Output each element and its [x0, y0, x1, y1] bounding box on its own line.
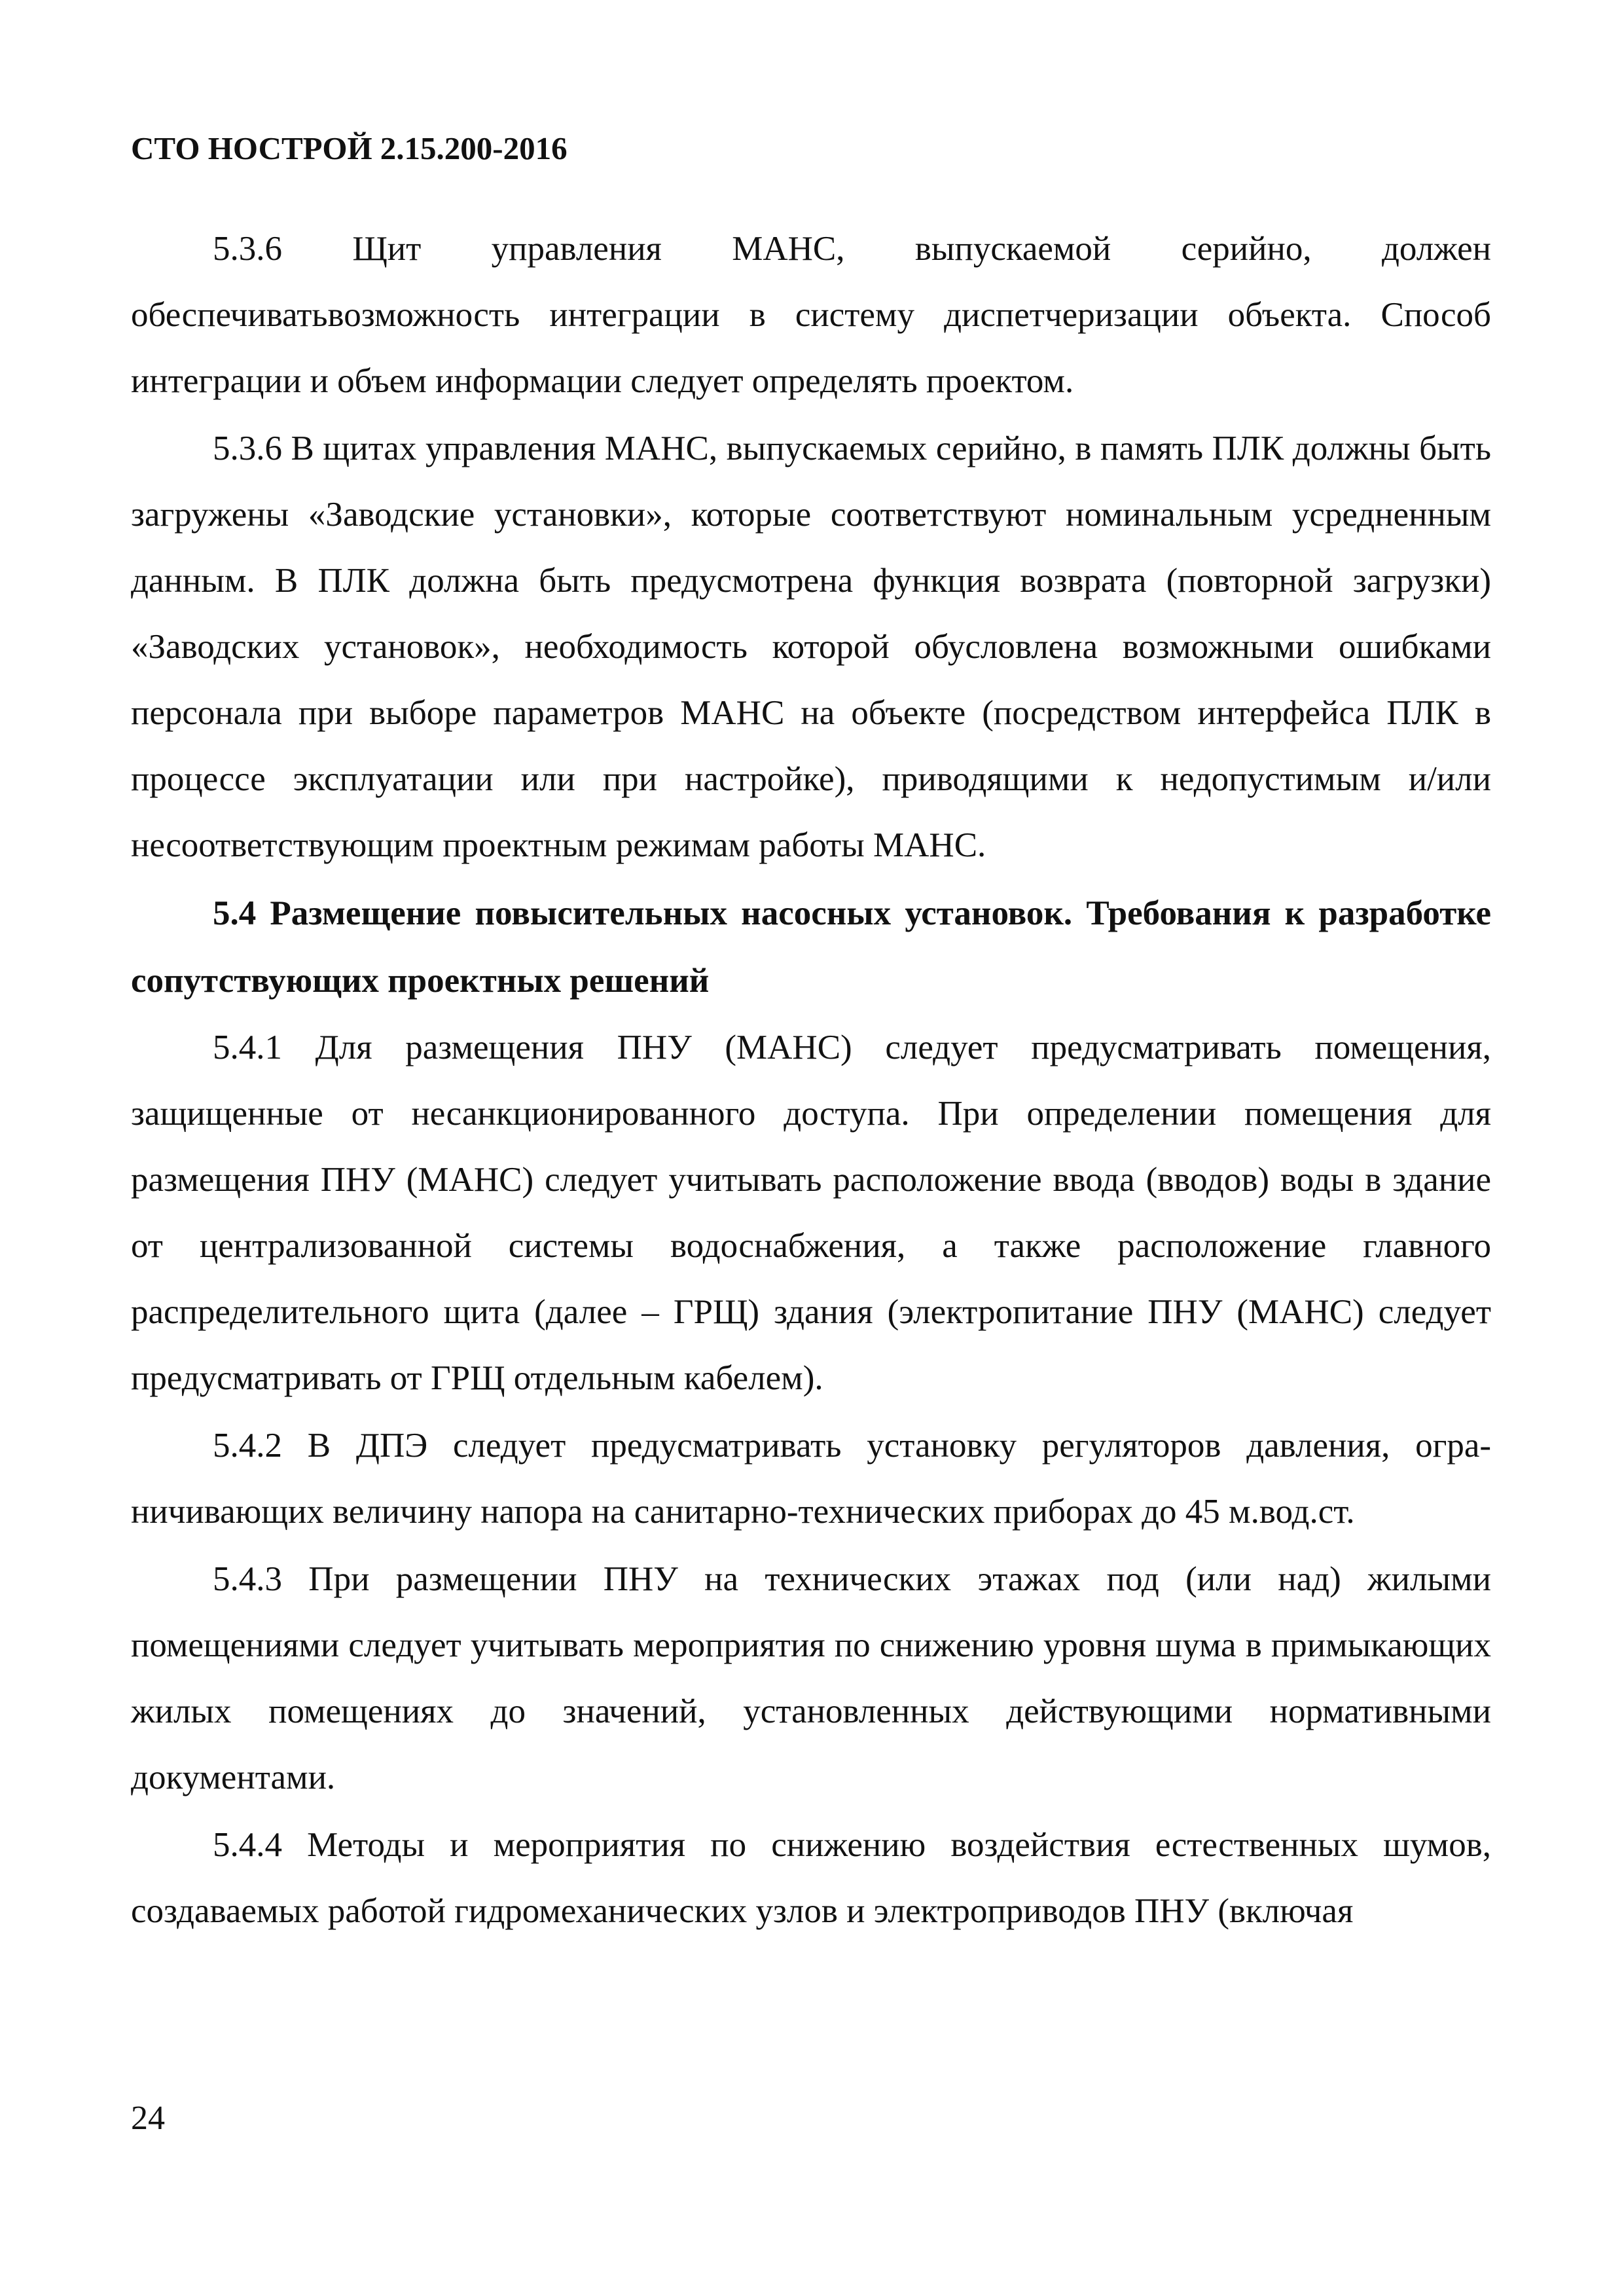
- paragraph-5-4-3: 5.4.3 При размещении ПНУ на технических этажах под (или над) жилыми помещениями следует учитывать мероприятия по снижению уровня шума в примыкающих жилых помещениях до значений, установленных действующими нормативными документами.: [131, 1560, 1491, 1796]
- paragraph-5-4-4: 5.4.4 Методы и мероприятия по снижению воздействия естественных шумов, создаваемых работой гидромеханических узлов и электроприводов ПНУ (включая: [131, 1826, 1491, 1930]
- paragraph-5-4-1: 5.4.1 Для размещения ПНУ (МАНС) следует предусматривать помещения, защищенные от несанкционированного доступа. При определении помещения для размещения ПНУ (МАНС) следует учитывать расположение ввода (вводов) воды в здание от централизованной системы водоснабжения, а также расположение главного распределительного щита (далее – ГРЩ) здания (электропитание ПНУ (МАНС) следует предусматривать от ГРЩ отдельным кабелем).: [131, 1029, 1491, 1397]
- document-header: СТО НОСТРОЙ 2.15.200-2016: [131, 130, 568, 166]
- paragraph-5-3-6-factory-settings: 5.3.6 В щитах управления МАНС, выпускаемых серийно, в память ПЛК должны быть загружены «Заводские установки», которые соответствуют номинальным усредненным данным. В ПЛК должна быть предусмотрена функция возврата (повторной загрузки) «Заводских установок», необходимость которой обусловлена возможными ошибками персонала при выборе параметров МАНС на объекте (посредством интерфейса ПЛК в процессе эксплуатации или при настройке), приводящими к недопустимым и/или несоответствующим проектным режимам работы МАНС.: [131, 429, 1491, 864]
- section-heading-5-4: 5.4 Размещение повысительных насосных установок. Требования к разработке сопутствующих проектных решений: [131, 894, 1491, 1000]
- paragraph-5-4-2: 5.4.2 В ДПЭ следует предусматривать установку регуляторов давления, ограничивающих величину напора на санитарно-технических приборах до 45 м.вод.ст.: [131, 1427, 1491, 1531]
- paragraph-5-3-6-integration: 5.3.6 Щит управления МАНС, выпускаемой серийно, должен обеспечиватьвозможность интеграции в систему диспетчеризации объекта. Способ интеграции и объем информации следует определять проектом.: [131, 230, 1491, 400]
- document-body: [131, 216, 1491, 1946]
- page-number: 24: [131, 2100, 165, 2137]
